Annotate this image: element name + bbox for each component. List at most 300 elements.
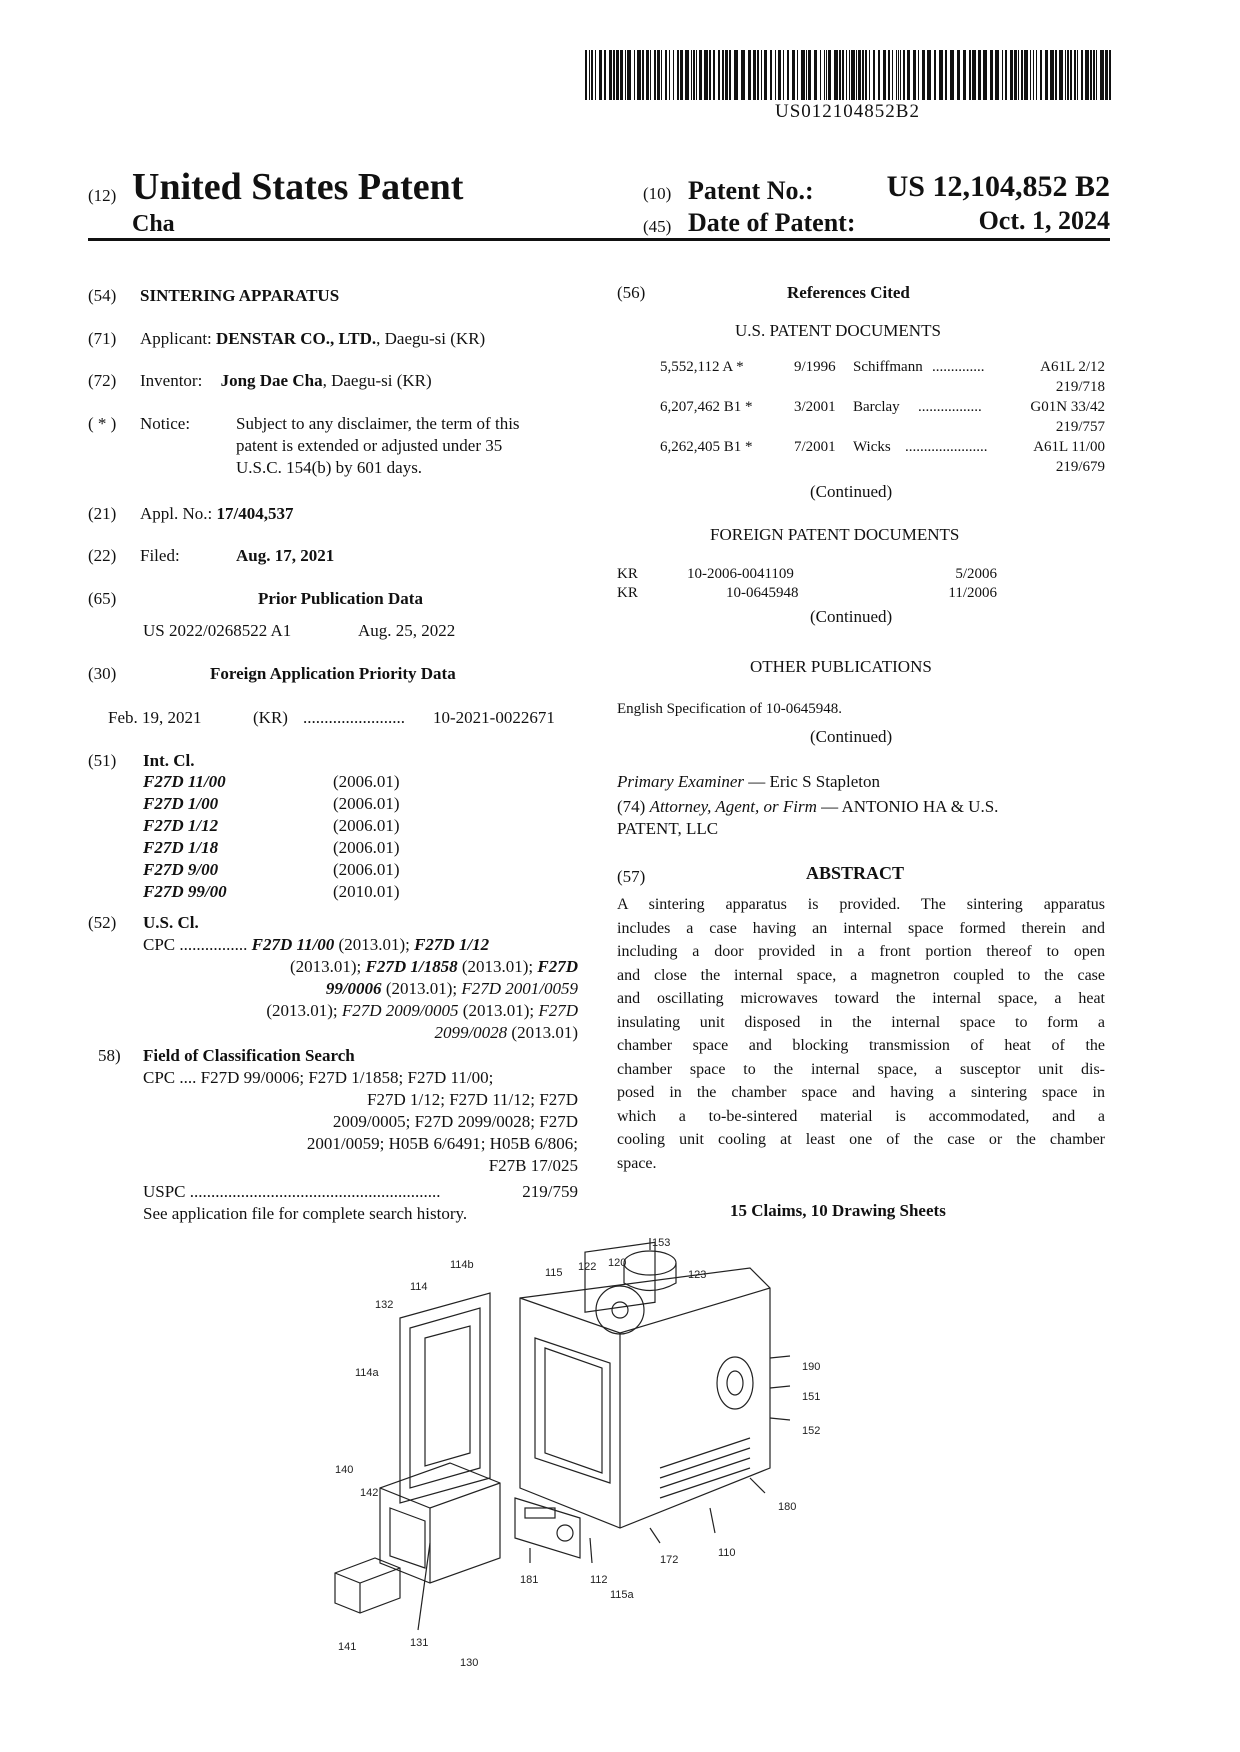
barcode-bar: [1105, 50, 1108, 100]
barcode-bar: [699, 50, 702, 100]
barcode-bar: [839, 50, 841, 100]
attorney-name-cont: PATENT, LLC: [617, 819, 719, 838]
barcode-bar: [1040, 50, 1042, 100]
abstract-line: space.: [617, 1154, 657, 1172]
barcode-bar: [591, 50, 593, 100]
barcode-bar: [748, 50, 751, 100]
int-cl-class: F27D 1/12: [143, 816, 219, 835]
drawing-reference-label: 141: [338, 1641, 357, 1653]
priority-date: Feb. 19, 2021: [108, 708, 202, 727]
barcode-bar: [646, 50, 649, 100]
other-publications-title: OTHER PUBLICATIONS: [750, 657, 932, 676]
drawing-reference-label: 123: [688, 1269, 707, 1281]
search-history-note: See application file for complete search history.: [143, 1204, 468, 1223]
primary-examiner: [617, 771, 880, 793]
abstract-text: [617, 893, 1105, 1175]
barcode-bar: [1002, 50, 1003, 100]
priority-country: (KR): [253, 708, 288, 727]
cpc-class: F27D 1/12: [414, 935, 490, 954]
code-74: (74): [617, 797, 646, 816]
barcode-bar: [764, 50, 767, 100]
barcode: [585, 50, 1110, 100]
abstract-line: which a to-be-sintered material is accommodated, and a: [617, 1107, 1105, 1125]
code-57: (57): [617, 867, 646, 886]
barcode-bar: [922, 50, 925, 100]
barcode-bar: [1081, 50, 1083, 100]
uspc-line: [143, 1181, 578, 1203]
barcode-bar: [1074, 50, 1076, 100]
barcode-bar: [729, 50, 731, 100]
ref-date: 7/2001: [794, 439, 836, 455]
barcode-bar: [888, 50, 890, 100]
barcode-bar: [734, 50, 738, 100]
field-search-line: 2001/0059; H05B 6/6491; H05B 6/806;: [306, 1134, 578, 1153]
barcode-bar: [673, 50, 674, 100]
us-cl-title: U.S. Cl.: [143, 913, 199, 932]
barcode-bar: [642, 50, 644, 100]
foreign-country: KR: [617, 585, 638, 601]
int-cl-class: F27D 1/18: [143, 838, 219, 857]
notice-label: Notice:: [140, 414, 191, 433]
barcode-bar: [1050, 50, 1054, 100]
attorney-label: Attorney, Agent, or Firm: [649, 797, 817, 816]
notice-line: Subject to any disclaimer, the term of this: [236, 414, 520, 433]
int-cl-version: (2006.01): [333, 816, 400, 835]
code-72: (72): [88, 371, 117, 390]
application-number-value: 17/404,537: [216, 504, 294, 523]
barcode-bar: [616, 50, 619, 100]
drawing-reference-label: 115: [545, 1267, 563, 1279]
code-54: (54): [88, 286, 117, 305]
attorney: [617, 796, 1107, 840]
patent-number: US 12,104,852 B2: [886, 170, 1110, 203]
barcode-bar: [665, 50, 667, 100]
abstract-line: chamber space to the internal space, a susceptor unit dis-: [617, 1060, 1105, 1078]
barcode-bar: [898, 50, 899, 100]
notice-line: patent is extended or adjusted under 35: [236, 436, 503, 455]
drawing-reference-label: 130: [460, 1657, 479, 1669]
primary-examiner-label: Primary Examiner: [617, 772, 745, 791]
ref-dots: ..............: [932, 359, 985, 375]
int-cl-class: F27D 99/00: [143, 882, 227, 901]
patent-number-label: Patent No.:: [688, 176, 814, 205]
inventor-label: Inventor:: [140, 371, 203, 390]
ref-number: 5,552,112 A *: [660, 359, 744, 375]
barcode-bar: [1055, 50, 1057, 100]
barcode-bar: [1093, 50, 1095, 100]
barcode-bar: [907, 50, 910, 100]
priority-dots: ........................: [303, 708, 405, 727]
inventor-name: Jong Dae Cha: [220, 371, 323, 390]
drawing-reference-label: 142: [360, 1487, 379, 1499]
prior-publication-title: Prior Publication Data: [258, 589, 423, 608]
barcode-bar: [753, 50, 756, 100]
drawing-reference-label: 115a: [610, 1589, 634, 1601]
int-cl-version: (2006.01): [333, 772, 400, 791]
ref-subclass: 219/679: [1055, 459, 1105, 475]
ref-date: 3/2001: [794, 399, 836, 415]
barcode-bar: [595, 50, 596, 100]
barcode-bar: [1085, 50, 1089, 100]
filed-date: Aug. 17, 2021: [236, 546, 335, 565]
field-search-line: F27D 1/12; F27D 11/12; F27D: [367, 1090, 578, 1109]
inventor: [140, 370, 432, 392]
barcode-bar: [1036, 50, 1037, 100]
code-30: (30): [88, 664, 117, 683]
barcode-bar: [814, 50, 817, 100]
foreign-date: 5/2006: [955, 566, 997, 582]
invention-title: SINTERING APPARATUS: [140, 286, 340, 305]
barcode-bar: [1109, 50, 1111, 100]
barcode-bar: [609, 50, 612, 100]
abstract-line: cooling unit cooling at least one of the case or the chamber: [617, 1131, 1105, 1148]
ref-class: A61L 11/00: [1033, 439, 1105, 455]
drawing-reference-label: 122: [578, 1261, 597, 1273]
barcode-bar: [1030, 50, 1031, 100]
field-search-line: 2009/0005; F27D 2099/0028; F27D: [332, 1112, 578, 1131]
us-reference: [660, 399, 1105, 416]
int-cl-class: F27D 9/00: [143, 860, 219, 879]
abstract-line: chamber space and blocking transmission of heat of the: [617, 1037, 1105, 1054]
barcode-bar: [900, 50, 901, 100]
barcode-bar: [654, 50, 656, 100]
barcode-bar: [709, 50, 711, 100]
drawing-reference-label: 152: [802, 1425, 821, 1437]
cpc-version: (2013.01);: [458, 1001, 539, 1020]
drawing-reference-label: 181: [520, 1574, 539, 1586]
barcode-bar: [680, 50, 683, 100]
prior-publication-number: US 2022/0268522 A1: [143, 621, 292, 640]
us-refs-continued: (Continued): [810, 482, 893, 501]
barcode-bar: [858, 50, 861, 100]
barcode-bar: [1090, 50, 1092, 100]
barcode-bar: [828, 50, 831, 100]
barcode-bar: [801, 50, 805, 100]
barcode-bar: [820, 50, 821, 100]
barcode-bar: [878, 50, 880, 100]
foreign-priority-title: Foreign Application Priority Data: [210, 664, 456, 683]
barcode-bar: [1065, 50, 1066, 100]
barcode-bar: [990, 50, 993, 100]
ref-class: A61L 2/12: [1040, 359, 1105, 375]
barcode-bar: [892, 50, 893, 100]
barcode-bar: [1070, 50, 1072, 100]
barcode-bar: [939, 50, 943, 100]
foreign-number: 10-2006-0041109: [687, 566, 794, 582]
barcode-bar: [883, 50, 886, 100]
abstract-title: ABSTRACT: [806, 863, 905, 883]
barcode-bar: [1045, 50, 1048, 100]
barcode-bar: [927, 50, 931, 100]
foreign-reference: [617, 585, 997, 602]
cpc-version: (2013.01);: [266, 1001, 342, 1020]
barcode-bar: [691, 50, 692, 100]
applicant: [140, 328, 485, 350]
other-publication: English Specification of 10-0645948.: [617, 701, 842, 717]
cpc-label: CPC: [143, 935, 176, 954]
barcode-bar: [693, 50, 695, 100]
cpc-class: F27D 11/00: [251, 935, 335, 954]
barcode-bar: [1014, 50, 1017, 100]
code-notice: ( * ): [88, 414, 117, 433]
barcode-bar: [896, 50, 897, 100]
foreign-country: KR: [617, 566, 638, 582]
barcode-bar: [757, 50, 759, 100]
ref-class: G01N 33/42: [1030, 399, 1105, 415]
int-cl-version: (2006.01): [333, 794, 400, 813]
barcode-bar: [696, 50, 697, 100]
cpc-version: (2013.01): [507, 1023, 578, 1042]
int-cl-class: F27D 11/00: [143, 772, 226, 791]
barcode-bar: [846, 50, 847, 100]
references-cited-title: References Cited: [787, 283, 910, 302]
code-10: (10): [643, 184, 672, 203]
notice-text: [236, 413, 578, 479]
drawing-reference-label: 190: [802, 1361, 821, 1373]
barcode-bar: [842, 50, 844, 100]
drawing-reference-label: 114: [410, 1281, 428, 1293]
applicant-location: , Daegu-si (KR): [376, 329, 486, 348]
barcode-bar: [1033, 50, 1034, 100]
barcode-bar: [589, 50, 590, 100]
cpc-class: F27D 1/1858: [365, 957, 458, 976]
drawing-reference-label: 140: [335, 1464, 354, 1476]
foreign-reference: [617, 566, 997, 583]
int-cl-version: (2006.01): [333, 838, 400, 857]
date-of-patent-label: Date of Patent:: [688, 208, 856, 237]
barcode-bar: [685, 50, 689, 100]
notice-line: U.S.C. 154(b) by 601 days.: [236, 458, 423, 477]
applicant-label: Applicant:: [140, 329, 212, 348]
cpc-dots: ................: [179, 935, 248, 954]
ref-name: Schiffmann: [853, 359, 923, 375]
int-cl-class: F27D 1/00: [143, 794, 219, 813]
barcode-bar: [1100, 50, 1104, 100]
abstract-line: includes a case having an internal space formed therein and: [617, 919, 1105, 937]
other-publications-continued: (Continued): [810, 727, 893, 746]
barcode-bar: [725, 50, 728, 100]
barcode-bar: [834, 50, 838, 100]
ref-number: 6,207,462 B1 *: [660, 399, 753, 415]
barcode-bar: [856, 50, 857, 100]
ref-name: Barclay: [853, 399, 900, 415]
barcode-bar: [826, 50, 827, 100]
drawing-reference-label: 114a: [355, 1367, 379, 1379]
drawing-reference-label: 131: [410, 1637, 429, 1649]
barcode-bar: [775, 50, 776, 100]
barcode-bar: [1010, 50, 1013, 100]
code-51: (51): [88, 751, 117, 770]
ref-dots: .................: [918, 399, 982, 415]
barcode-bar: [808, 50, 811, 100]
drawing-reference-label: 132: [375, 1299, 394, 1311]
barcode-bar: [620, 50, 623, 100]
barcode-bar: [637, 50, 641, 100]
barcode-bar: [972, 50, 976, 100]
barcode-number: US012104852B2: [775, 101, 920, 122]
drawing-reference-label: 110: [718, 1547, 736, 1559]
barcode-bar: [704, 50, 708, 100]
barcode-bar: [661, 50, 662, 100]
barcode-bar: [657, 50, 660, 100]
ref-subclass: 219/757: [1055, 419, 1105, 435]
field-search-title: Field of Classification Search: [143, 1046, 355, 1065]
us-patent-documents-title: U.S. PATENT DOCUMENTS: [735, 321, 941, 340]
application-number: [140, 503, 293, 525]
barcode-bar: [1021, 50, 1023, 100]
cpc-version: (2013.01);: [457, 957, 538, 976]
barcode-bar: [1018, 50, 1019, 100]
foreign-patent-documents-title: FOREIGN PATENT DOCUMENTS: [710, 525, 960, 544]
field-search-line: F27B 17/025: [488, 1156, 578, 1175]
barcode-bar: [783, 50, 784, 100]
barcode-bar: [792, 50, 795, 100]
primary-examiner-name: — Eric S Stapleton: [744, 772, 880, 791]
header-rule: [88, 238, 1110, 241]
abstract-line: A sintering apparatus is provided. The sintering apparatus: [617, 896, 1105, 913]
abstract-line: and close the internal space, a magnetron coupled to the case: [617, 966, 1105, 984]
claims-and-sheets: 15 Claims, 10 Drawing Sheets: [730, 1201, 946, 1220]
cpc-class: F27D: [537, 957, 578, 976]
barcode-bar: [934, 50, 936, 100]
barcode-bar: [995, 50, 999, 100]
barcode-bar: [1005, 50, 1007, 100]
barcode-bar: [787, 50, 789, 100]
barcode-bar: [761, 50, 762, 100]
barcode-bar: [669, 50, 670, 100]
field-search-cpc: [143, 1067, 578, 1177]
barcode-bar: [862, 50, 864, 100]
barcode-bar: [1059, 50, 1063, 100]
int-cl-title: Int. Cl.: [143, 751, 195, 770]
foreign-refs-continued: (Continued): [810, 607, 893, 626]
code-52: (52): [88, 913, 117, 932]
barcode-bar: [613, 50, 615, 100]
barcode-bar: [585, 50, 587, 100]
int-cl-version: (2006.01): [333, 860, 400, 879]
drawing-reference-label: 172: [660, 1554, 679, 1566]
barcode-bar: [604, 50, 606, 100]
inventor-surname: Cha: [132, 211, 175, 237]
cpc-version: (2013.01);: [381, 979, 462, 998]
barcode-bar: [849, 50, 850, 100]
drawing-reference-label: 120: [608, 1257, 627, 1269]
code-12: (12): [88, 186, 117, 205]
barcode-bar: [918, 50, 919, 100]
barcode-bar: [778, 50, 781, 100]
attorney-name: — ANTONIO HA & U.S.: [816, 797, 999, 816]
barcode-bar: [963, 50, 966, 100]
foreign-number: 10-0645948: [726, 585, 799, 601]
barcode-bar: [677, 50, 679, 100]
applicant-name: DENSTAR CO., LTD.: [216, 329, 377, 348]
sintering-apparatus-drawing: [330, 1237, 890, 1669]
barcode-bar: [713, 50, 715, 100]
barcode-bar: [627, 50, 631, 100]
abstract-line: posed in the chamber space and having a sintering space in: [617, 1084, 1105, 1101]
cpc-version: (2013.01);: [334, 935, 415, 954]
barcode-bar: [718, 50, 720, 100]
barcode-bar: [869, 50, 870, 100]
drawing-reference-label: 153: [652, 1237, 671, 1249]
ref-dots: ......................: [905, 439, 988, 455]
barcode-bar: [865, 50, 867, 100]
barcode-bar: [873, 50, 875, 100]
code-71: (71): [88, 329, 117, 348]
uspc-label: USPC: [143, 1182, 186, 1201]
drawing-reference-label: 151: [802, 1391, 821, 1403]
cpc-class: 2099/0028: [434, 1023, 508, 1042]
code-56: (56): [617, 283, 646, 302]
barcode-bar: [650, 50, 651, 100]
priority-number: 10-2021-0022671: [433, 708, 555, 727]
barcode-bar: [599, 50, 602, 100]
barcode-bar: [950, 50, 954, 100]
barcode-bar: [903, 50, 905, 100]
barcode-bar: [770, 50, 772, 100]
us-cl-cpc: [143, 934, 578, 1044]
uspc-value: 219/759: [522, 1182, 578, 1201]
drawing-reference-label: 114b: [450, 1259, 474, 1271]
barcode-bar: [1096, 50, 1097, 100]
barcode-bar: [806, 50, 807, 100]
code-21: (21): [88, 504, 117, 523]
field-search-line: F27D 99/0006; F27D 1/1858; F27D 11/00;: [200, 1068, 494, 1087]
drawing-reference-label: 112: [590, 1574, 608, 1586]
field-search-cpc-label: CPC ....: [143, 1068, 197, 1087]
cpc-class: 99/0006: [325, 979, 382, 998]
barcode-bar: [969, 50, 971, 100]
code-65: (65): [88, 589, 117, 608]
date-of-patent: Oct. 1, 2024: [978, 206, 1110, 235]
document-title: United States Patent: [132, 166, 464, 208]
code-58: 58): [98, 1046, 121, 1065]
cpc-class: F27D 2001/0059: [461, 979, 578, 998]
barcode-bar: [983, 50, 987, 100]
barcode-bar: [913, 50, 916, 100]
cpc-version: (2013.01);: [289, 957, 366, 976]
foreign-date: 11/2006: [948, 585, 997, 601]
int-cl-version: (2010.01): [333, 882, 400, 901]
cpc-class: F27D: [538, 1001, 578, 1020]
abstract-line: and oscillating microwaves toward the internal space, a heat: [617, 990, 1105, 1007]
barcode-bar: [824, 50, 825, 100]
ref-number: 6,262,405 B1 *: [660, 439, 753, 455]
ref-date: 9/1996: [794, 359, 836, 375]
barcode-bar: [625, 50, 626, 100]
barcode-bar: [978, 50, 981, 100]
drawing-reference-label: 180: [778, 1501, 797, 1513]
cpc-class: F27D 2009/0005: [341, 1001, 459, 1020]
barcode-bar: [797, 50, 798, 100]
code-45: (45): [643, 217, 672, 236]
uspc-dots: ...........................................................: [189, 1182, 441, 1201]
abstract-line: including a door provided in a front portion thereof to open: [617, 943, 1105, 960]
barcode-bar: [741, 50, 745, 100]
us-reference: [660, 439, 1105, 456]
abstract-line: insulating unit disposed in the internal space to form a: [617, 1013, 1105, 1031]
barcode-bar: [1077, 50, 1078, 100]
barcode-bar: [851, 50, 855, 100]
barcode-bar: [945, 50, 947, 100]
barcode-bar: [722, 50, 724, 100]
barcode-bar: [957, 50, 960, 100]
barcode-bar: [634, 50, 635, 100]
inventor-location: , Daegu-si (KR): [322, 371, 432, 390]
ref-subclass: 219/718: [1055, 379, 1105, 395]
filed-label: Filed:: [140, 546, 180, 565]
barcode-bar: [1024, 50, 1028, 100]
